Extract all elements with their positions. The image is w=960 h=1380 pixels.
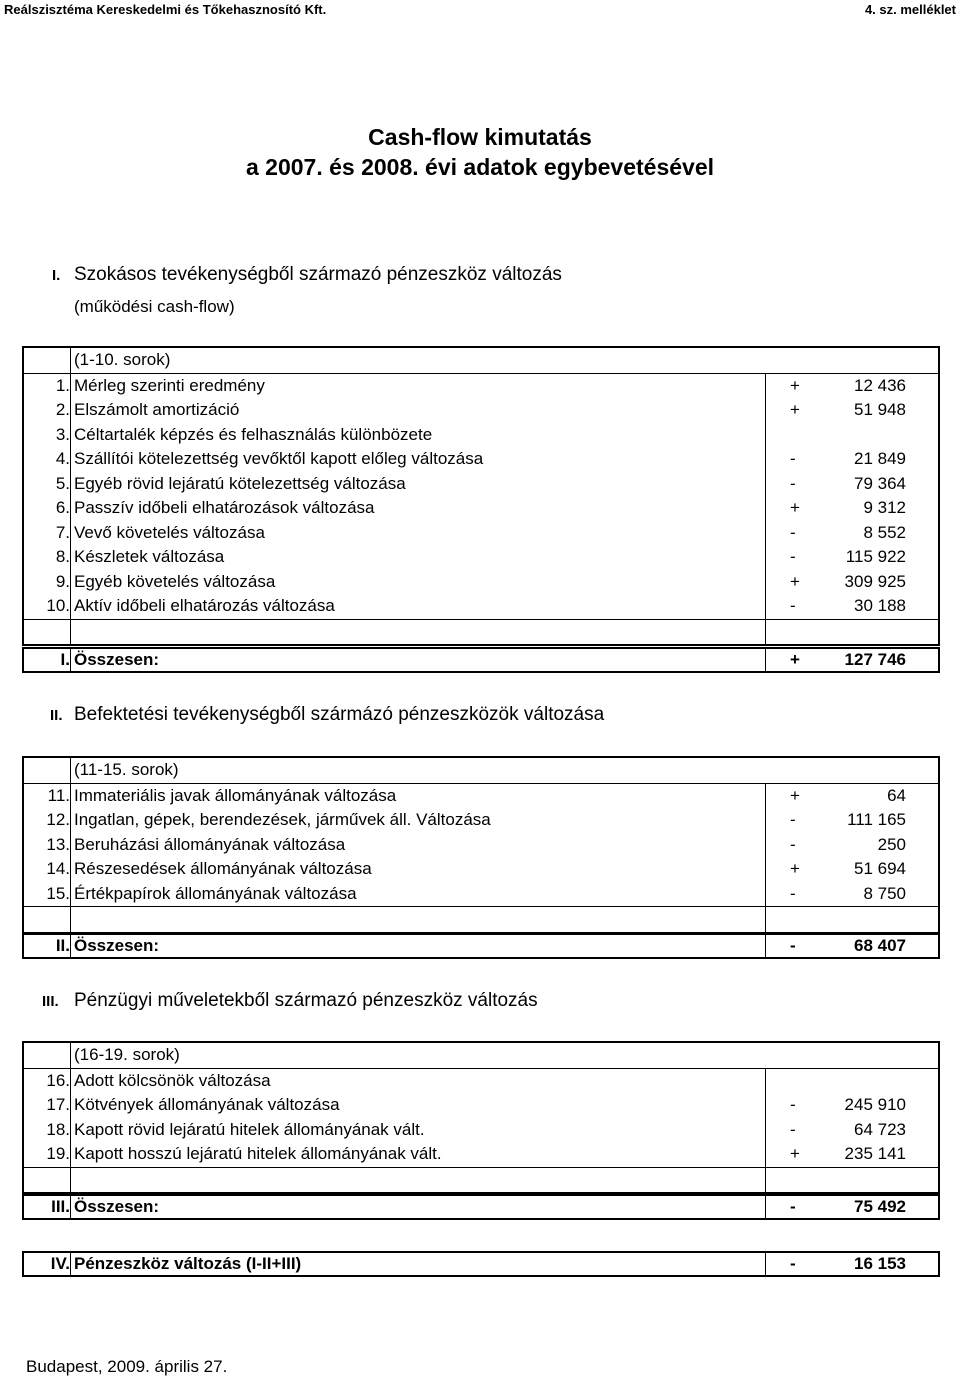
section3-table <box>22 1041 940 1194</box>
table-row: 10. Aktív időbeli elhatározás változása - 30 188 <box>24 594 938 620</box>
page-subtitle: a 2007. és 2008. évi adatok egybevetésével <box>246 154 714 180</box>
table-row: 14. Részesedések állományának változása + 51 694 <box>24 857 938 882</box>
table-row: 18. Kapott rövid lejáratú hitelek állományának vált. - 64 723 <box>24 1118 938 1143</box>
section2-title: Befektetési tevékenységből szármázó pénzeszközök változása <box>74 704 605 725</box>
row-range: (1-10. sorok) <box>74 350 171 369</box>
table-row: 5. Egyéb rövid lejáratú kötelezettség változása - 79 364 <box>24 472 938 497</box>
section1-subtitle: (működési cash-flow) <box>74 297 235 316</box>
section1-table <box>22 346 940 646</box>
table-row-empty <box>24 620 938 645</box>
table-row <box>24 1043 938 1069</box>
table-row: 16. Adott kölcsönök változása <box>24 1069 938 1094</box>
table-row: 12. Ingatlan, gépek, berendezések, járművek áll. Változása - 111 165 <box>24 808 938 833</box>
section1-number: I. <box>52 267 61 284</box>
section1-title: Szokásos tevékenységből származó pénzeszköz változás <box>74 264 562 285</box>
table-row: 11. Immateriális javak állományának változása + 64 <box>24 784 938 809</box>
page-title: Cash-flow kimutatás <box>368 124 592 150</box>
attachment-label: 4. sz. melléklet <box>864 2 956 17</box>
section2-table <box>22 756 940 934</box>
company-name: Reálszisztéma Kereskedelmi és Tőkehasznosító Kft. <box>4 2 327 17</box>
grand-total: IV. Pénzeszköz változás (I-II+III) - 16 153 <box>22 1251 940 1277</box>
table-row: 3. Céltartalék képzés és felhasználás különbözete <box>24 423 938 448</box>
table-row: 17. Kötvények állományának változása - 245 910 <box>24 1093 938 1118</box>
place-date: Budapest, 2009. április 27. <box>26 1357 228 1376</box>
section2-total: II. Összesen: - 68 407 <box>22 933 940 959</box>
section3-total: III. Összesen: - 75 492 <box>22 1194 940 1220</box>
table-row: 9. Egyéb követelés változása + 309 925 <box>24 570 938 595</box>
row-range: (16-19. sorok) <box>74 1045 180 1064</box>
table-row <box>24 758 938 784</box>
row-range: (11-15. sorok) <box>74 760 179 779</box>
table-row: 1. Mérleg szerinti eredmény + 12 436 <box>24 374 938 399</box>
section1-total: I. Összesen: + 127 746 <box>22 647 940 673</box>
table-row: 4. Szállítói kötelezettség vevőktől kapott előleg változása - 21 849 <box>24 447 938 472</box>
table-row: 13. Beruházási állományának változása - 250 <box>24 833 938 858</box>
table-row: 8. Készletek változása - 115 922 <box>24 545 938 570</box>
table-row: 6. Passzív időbeli elhatározások változása + 9 312 <box>24 496 938 521</box>
section3-title: Pénzügyi műveletekből származó pénzeszköz változás <box>74 990 538 1011</box>
table-row <box>24 348 938 374</box>
section3-number: III. <box>42 993 59 1010</box>
table-row: 15. Értékpapírok állományának változása - 8 750 <box>24 882 938 908</box>
section2-number: II. <box>50 707 63 724</box>
table-row: 7. Vevő követelés változása - 8 552 <box>24 521 938 546</box>
table-row: 2. Elszámolt amortizáció + 51 948 <box>24 398 938 423</box>
table-row: 19. Kapott hosszú lejáratú hitelek állományának vált. + 235 141 <box>24 1142 938 1168</box>
table-row-empty <box>24 1168 938 1193</box>
table-row-empty <box>24 907 938 932</box>
